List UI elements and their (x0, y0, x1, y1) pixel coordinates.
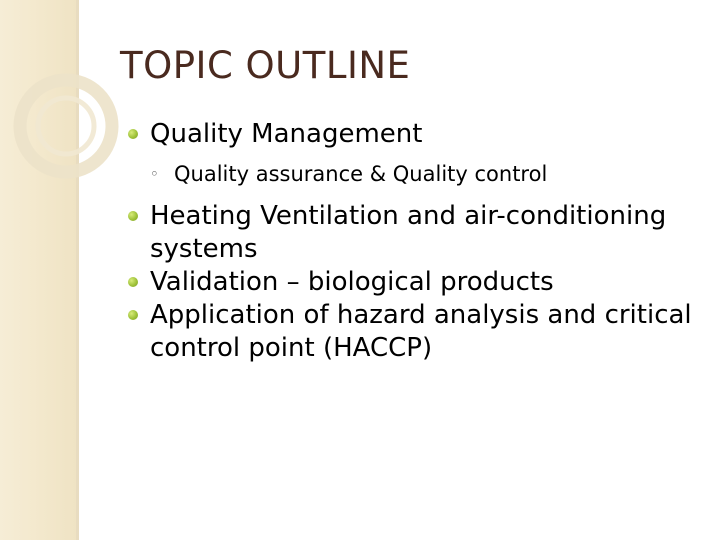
bullet-text: Heating Ventilation and air-conditioning systems (150, 201, 667, 264)
bullet-dot-icon (128, 310, 138, 320)
decorative-ring-inner (38, 98, 94, 154)
sub-bullet-text: Quality assurance & Quality control (174, 162, 548, 186)
bullet-dot-icon (128, 129, 138, 139)
bullet-item (128, 299, 708, 365)
hollow-circle-icon: ◦ (150, 165, 159, 183)
bullet-text: Application of hazard analysis and critical control point (HACCP) (150, 300, 692, 363)
sub-bullet-item (130, 160, 708, 188)
bullet-item (128, 118, 708, 151)
bullet-text: Validation – biological products (150, 267, 554, 297)
bullet-list (128, 118, 708, 365)
decorative-ring-outer (20, 80, 112, 172)
bullet-dot-icon (128, 277, 138, 287)
bullet-dot-icon (128, 211, 138, 221)
slide-title: TOPIC OUTLINE (120, 44, 411, 87)
bullet-item (128, 200, 708, 266)
bullet-text: Quality Management (150, 119, 423, 149)
bullet-item (128, 266, 708, 299)
